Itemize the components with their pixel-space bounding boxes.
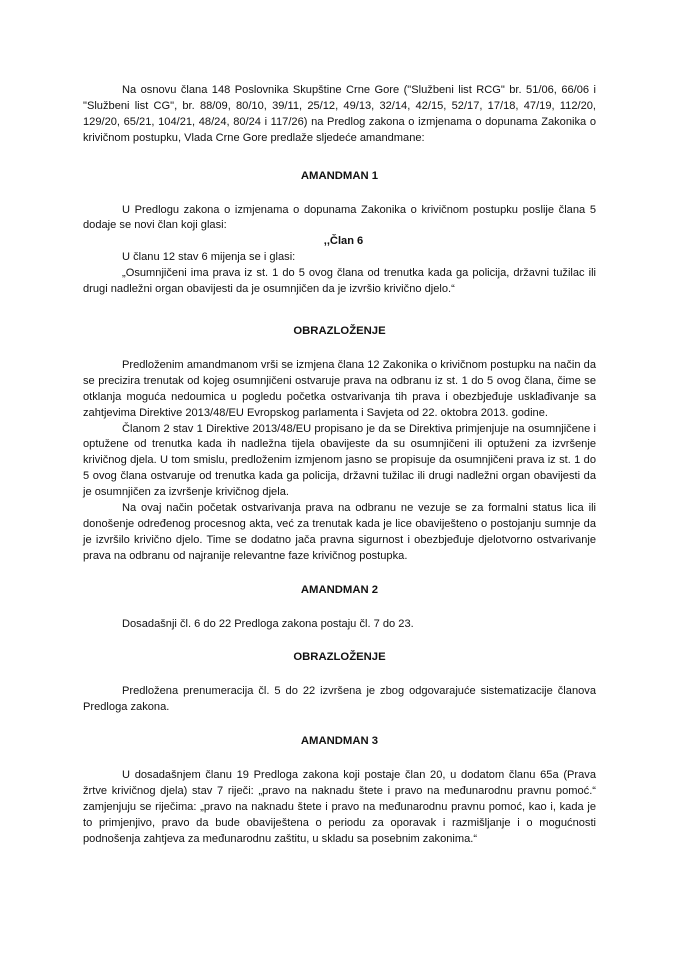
article-6-title: ,,Član 6	[323, 235, 364, 248]
rationale-1-paragraph-1: Predloženim amandmanom vrši se izmjena člana 12 Zakonika o krivičnom postupku na način da se precizira trenutak od kojeg osumnjičeni ostvaruje prava na odbranu iz st. 1 do 5 ovog člana, čime se otklanja moguća nedoumica u pogledu početka ostvarivanja tih prava i obezbjeđuje usklađivanje sa zahtjevima Direktive 2013/48/EU Evropskog parlamenta i Savjeta od 22. oktobra 2013. godine.	[83, 358, 596, 419]
rationale-1-paragraph-3: Na ovaj način početak ostvarivanja prava na odbranu ne vezuje se za formalni status lica ili donošenje određenog procesnog akta, već za trenutak kada je lice obaviješteno o postojanju sumnje da je izvršilo krivično djelo. Time se dodatno jača pravna sigurnost i obezbjeđuje djelotvorno ostvarivanje prava na odbranu od najranije relevantne faze krivičnog postupka.	[83, 502, 596, 562]
intro-paragraph: Na osnovu člana 148 Poslovnika Skupštine Crne Gore ("Službeni list RCG" br. 51/06, 66/06 i "Službeni list CG", br. 88/09, 80/10, 39/11, 25/12, 49/13, 32/14, 42/15, 52/17, 17/18, 47/19, 112/20, 129/20, 65/21, 104/21, 48/24, 80/24 i 117/26) na Predlog zakona o izmjenama o dopunama Zakonika o krivičnom postupku, Vlada Crne Gore predlaže sljedeće amandmane:	[83, 84, 596, 144]
amendment-1-quoted-text: „Osumnjičeni ima prava iz st. 1 do 5 ovog člana od trenutka kada ga policija, državni tužilac ili drugi nadležni organ obavijesti da je osumnjičen da je izvršio krivično djelo.“	[83, 267, 596, 296]
document-body	[83, 83, 596, 848]
amendment-1-paragraph: U Predlogu zakona o izmjenama o dopunama Zakonika o krivičnom postupku poslije člana 5 dodaje se novi član koji glasi:	[83, 203, 596, 232]
rationale-1-heading: OBRAZLOŽENJE	[293, 324, 386, 337]
rationale-2-paragraph: Predložena prenumeracija čl. 5 do 22 izvršena je zbog odgovarajuće sistematizacije članova Predloga zakona.	[83, 685, 596, 714]
rationale-2-heading: OBRAZLOŽENJE	[293, 651, 386, 664]
amendment-3-heading: AMANDMAN 3	[300, 735, 379, 748]
amendment-1-change-line: U članu 12 stav 6 mijenja se i glasi:	[122, 251, 296, 264]
rationale-1-paragraph-2: Članom 2 stav 1 Direktive 2013/48/EU propisano je da se Direktiva primjenjuje na osumnjičene i optužene od trenutka kada ih nadležna tijela obavijeste da su osumnjičeni ili optuženi za izvršenje krivičnog djela. U tom smislu, predloženim izmjenom jasno se propisuje da osumnjičeni prava iz st. 1 do 5 ovog člana ostvaruje od trenutka kada ga policija, državni tužilac ili drugi nadležni organ obavijesti da je osumnjičen za izvršenje krivičnog djela.	[83, 422, 596, 499]
amendment-2-paragraph: Dosadašnji čl. 6 do 22 Predloga zakona postaju čl. 7 do 23.	[122, 617, 414, 630]
amendment-2-heading: AMANDMAN 2	[300, 583, 379, 596]
amendment-3-paragraph: U dosadašnjem članu 19 Predloga zakona koji postaje član 20, u dodatom članu 65a (Prava žrtve krivičnog djela) stav 7 riječi: „pravo na naknadu štete i pravo na međunarodnu pravnu pomoć.“ zamjenjuju se riječima: „pravo na naknadu štete i pravo na međunarodnu pravnu pomoć, kao i, kada je to primjenjivo, pravo da bude obaviještena o periodu za oporavak i razmišljanje i o mogućnosti podnošenja zahtjeva za međunarodnu zaštitu, u skladu sa posebnim zakonima.“	[83, 769, 596, 845]
amendment-1-heading: AMANDMAN 1	[300, 169, 379, 182]
